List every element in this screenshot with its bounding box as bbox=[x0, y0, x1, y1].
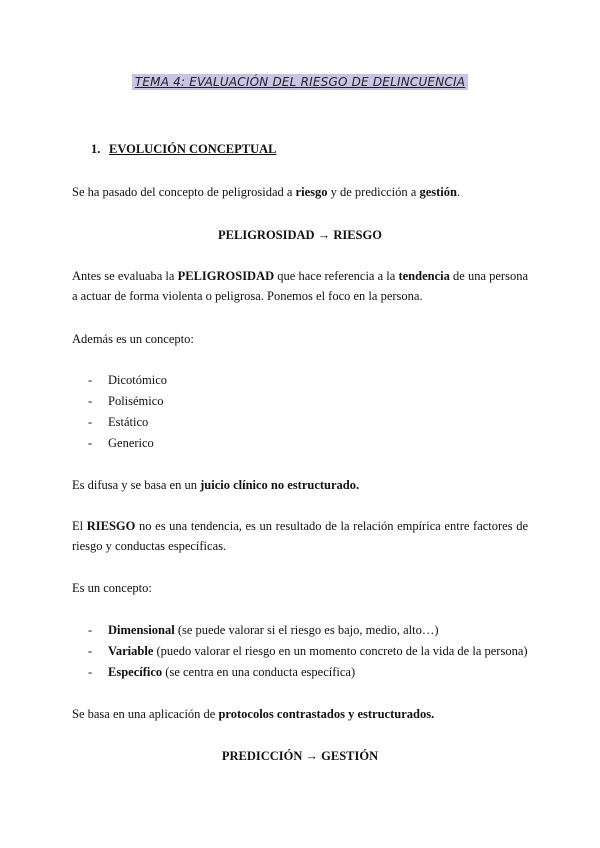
subheading-prediccion-gestion: PREDICCIÓN → GESTIÓN bbox=[221, 749, 379, 763]
paragraph-es-un-concepto: Es un concepto: bbox=[72, 581, 152, 595]
list-item bbox=[88, 620, 528, 641]
list-item bbox=[88, 391, 167, 412]
list-item bbox=[88, 433, 167, 454]
bold-run: Dimensional bbox=[108, 623, 175, 637]
list-marker: - bbox=[88, 394, 93, 408]
list-item bbox=[88, 662, 528, 683]
subheading-peligrosidad-riesgo: PELIGROSIDAD → RIESGO bbox=[218, 228, 382, 242]
paragraph-riesgo bbox=[72, 516, 528, 556]
list-item-text: Polisémico bbox=[108, 394, 164, 408]
bold-run: protocolos contrastados y estructurados. bbox=[218, 707, 435, 721]
list-marker: - bbox=[88, 415, 93, 429]
list-item bbox=[88, 370, 167, 391]
bold-run: RIESGO bbox=[86, 519, 136, 533]
text-run: Antes se evaluaba la bbox=[72, 269, 178, 283]
text-run: Es difusa y se basa en un bbox=[72, 478, 201, 492]
list-item bbox=[88, 412, 167, 433]
title-container bbox=[0, 73, 600, 91]
list-item-text: Generico bbox=[108, 436, 154, 450]
bold-run: gestión bbox=[419, 185, 457, 199]
text-run: Se basa en una aplicación de bbox=[72, 707, 219, 721]
text-run: y de predicción a bbox=[327, 185, 420, 199]
bold-run: tendencia bbox=[398, 269, 450, 283]
list-marker: - bbox=[88, 373, 93, 387]
list-marker: - bbox=[88, 644, 93, 658]
text-run: (puedo valorar el riesgo en un momento concreto de la vida de la persona) bbox=[153, 644, 528, 658]
section-number: 1. bbox=[91, 142, 101, 156]
bold-run: juicio clínico no estructurado. bbox=[200, 478, 360, 492]
text-run: que hace referencia a la bbox=[274, 269, 399, 283]
list-item-text: Estático bbox=[108, 415, 149, 429]
paragraph-protocolos bbox=[72, 704, 528, 724]
text-run: (se puede valorar si el riesgo es bajo, medio, alto…) bbox=[174, 623, 439, 637]
paragraph-ademas: Además es un concepto: bbox=[72, 332, 194, 346]
list-marker: - bbox=[88, 436, 93, 450]
list-item-text: Dicotómico bbox=[108, 373, 168, 387]
text-run: (se centra en una conducta específica) bbox=[162, 665, 356, 679]
bold-run: Específico bbox=[108, 665, 163, 679]
bold-run: Variable bbox=[108, 644, 154, 658]
paragraph-difusa bbox=[72, 475, 528, 495]
document-title: TEMA 4: EVALUACIÓN DEL RIESGO DE DELINCUENCIA bbox=[132, 74, 468, 90]
list-marker: - bbox=[88, 623, 93, 637]
list-marker: - bbox=[88, 665, 93, 679]
list-item bbox=[88, 641, 528, 662]
text-run: Se ha pasado del concepto de peligrosidad a bbox=[72, 185, 296, 199]
text-run: El bbox=[72, 519, 87, 533]
section-heading bbox=[91, 142, 276, 157]
text-run: no es una tendencia, es un resultado de la relación empírica entre factores de riesgo y conductas específicas. bbox=[72, 519, 529, 553]
bold-run: riesgo bbox=[295, 185, 328, 199]
riesgo-traits-list bbox=[88, 620, 528, 683]
text-run: . bbox=[456, 185, 461, 199]
text-run: de una persona a actuar de forma violenta o peligrosa. Ponemos el foco en la persona. bbox=[72, 269, 529, 303]
section-title: EVOLUCIÓN CONCEPTUAL bbox=[109, 142, 277, 156]
paragraph-peligrosidad bbox=[72, 266, 528, 306]
peligrosidad-traits-list bbox=[88, 370, 167, 454]
paragraph-concept-shift bbox=[72, 182, 528, 202]
bold-run: PELIGROSIDAD bbox=[177, 269, 275, 283]
